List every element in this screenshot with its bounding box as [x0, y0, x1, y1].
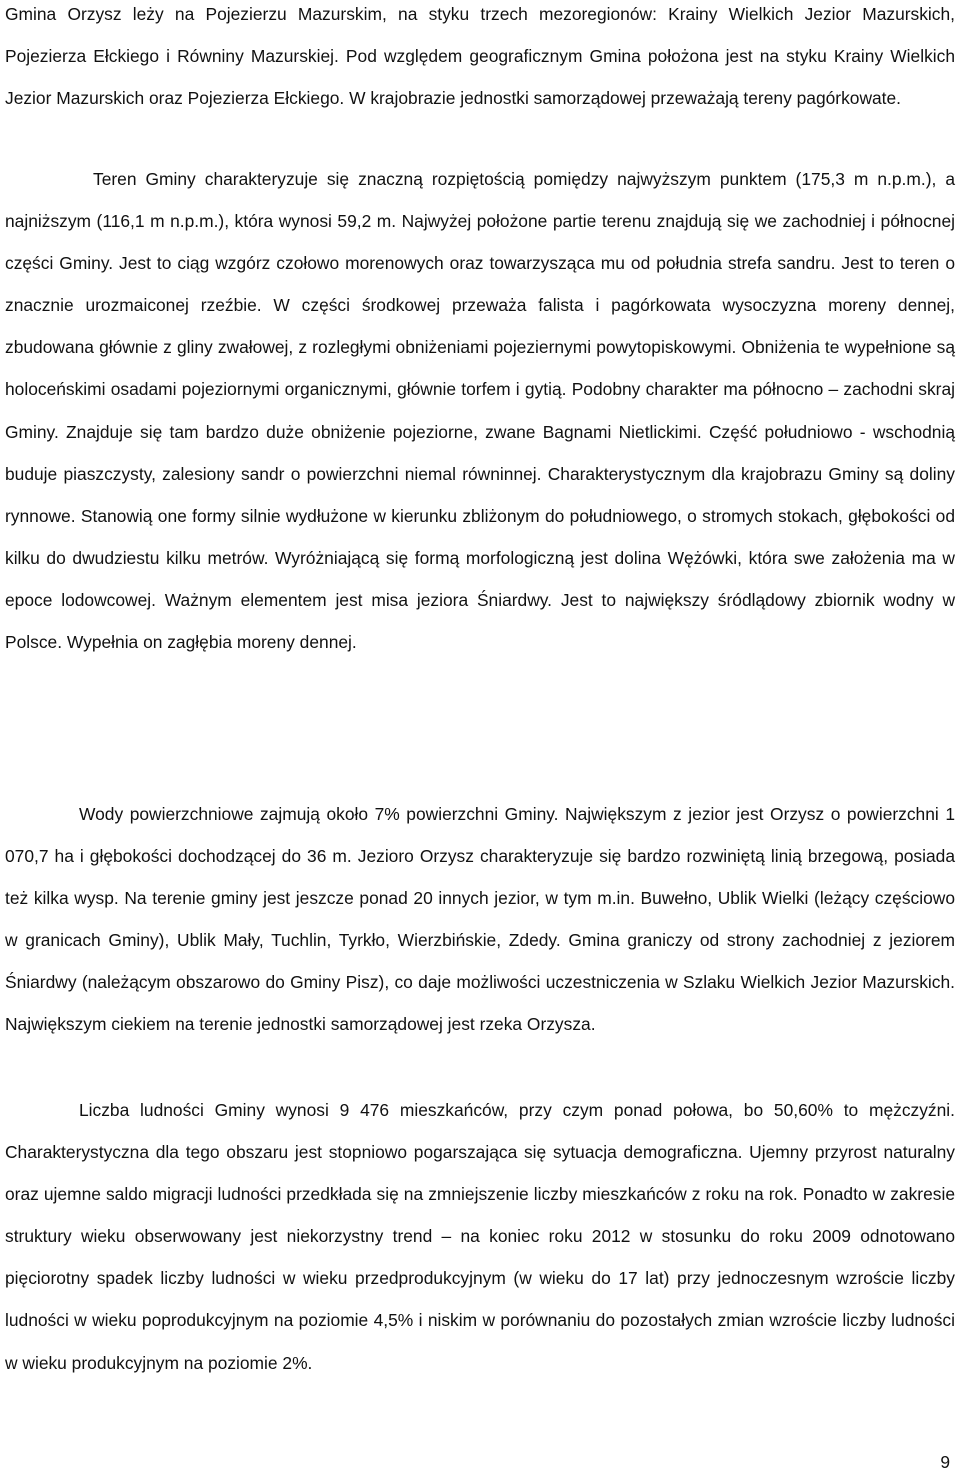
paragraph-location: Gmina Orzysz leży na Pojezierzu Mazurskim, na styku trzech mezoregionów: Krainy Wielkich Jezior Mazurskich, Pojezierza Ełckiego i Równiny Mazurskiej. Pod względem geograficznym Gmina położona jest na styku Krainy Wielkich Jezior Mazurskich oraz Pojezierza Ełckiego. W krajobrazie jednostki samorządowej przeważają tereny pagórkowate. — [5, 4, 955, 109]
document-page — [5, 0, 955, 1480]
page-number: 9 — [940, 1452, 950, 1472]
paragraph-terrain: Teren Gminy charakteryzuje się znaczną rozpiętością pomiędzy najwyższym punktem (175,3 m n.p.m.), a najniższym (116,1 m n.p.m.), która wynosi 59,2 m. Najwyżej położone partie terenu znajdują się we zachodniej i północnej części Gminy. Jest to ciąg wzgórz czołowo morenowych oraz towarzysząca mu od południa strefa sandru. Jest to teren o znacznie urozmaiconej rzeźbie. W części środkowej przeważa falista i pagórkowata wysoczyzna moreny dennej, zbudowana głównie z gliny zwałowej, z rozległymi obniżeniami pojeziernymi powytopiskowymi. Obniżenia te wypełnione są holoceńskimi osadami pojeziornymi organicznymi, głównie torfem i gytią. Podobny charakter ma północno – zachodni skraj Gminy. Znajduje się tam bardzo duże obniżenie pojeziorne, zwane Bagnami Nietlickimi. Część południowo - wschodnią buduje piaszczysty, zalesiony sandr o powierzchni niemal równinnej. Charakterystycznym dla krajobrazu Gminy są doliny rynnowe. Stanowią one formy silnie wydłużone w kierunku zbliżonym do południowego, o stromych stokach, głębokości od kilku do dwudziestu kilku metrów. Wyróżniającą się formą morfologiczną jest dolina Wężówki, która swe założenia ma w epoce lodowcowej. Ważnym elementem jest misa jeziora Śniardwy. Jest to największy śródlądowy zbiornik wodny w Polsce. Wypełnia on zagłębia moreny dennej. — [5, 169, 955, 653]
paragraph-surface-waters: Wody powierzchniowe zajmują około 7% powierzchni Gminy. Największym z jezior jest Orzysz o powierzchni 1 070,7 ha i głębokości dochodzącej do 36 m. Jezioro Orzysz charakteryzuje się bardzo rozwiniętą linią brzegową, posiada też kilka wysp. Na terenie gminy jest jeszcze ponad 20 innych jezior, w tym m.in. Buwełno, Ublik Wielki (leżący częściowo w granicach Gminy), Ublik Mały, Tuchlin, Tyrkło, Wierzbińskie, Zdedy. Gmina graniczy od strony zachodniej z jeziorem Śniardwy (należącym obszarowo do Gminy Pisz), co daje możliwości uczestniczenia w Szlaku Wielkich Jezior Mazurskich. Największym ciekiem na terenie jednostki samorządowej jest rzeka Orzysza. — [5, 804, 955, 1035]
paragraph-population: Liczba ludności Gminy wynosi 9 476 mieszkańców, przy czym ponad połowa, bo 50,60% to mężczyźni. Charakterystyczna dla tego obszaru jest stopniowo pogarszająca się sytuacja demograficzna. Ujemny przyrost naturalny oraz ujemne saldo migracji ludności przedkłada się na zmniejszenie liczby mieszkańców z roku na rok. Ponadto w zakresie struktury wieku obserwowany jest niekorzystny trend – na koniec roku 2012 w stosunku do roku 2009 odnotowano pięciorotny spadek liczby ludności w wieku przedprodukcyjnym (w wieku do 17 lat) przy jednoczesnym wzroście liczby ludności w wieku poprodukcyjnym na poziomie 4,5% i niskim w porównaniu do pozostałych zmian wzroście liczby ludności w wieku produkcyjnym na poziomie 2%. — [5, 1100, 955, 1373]
